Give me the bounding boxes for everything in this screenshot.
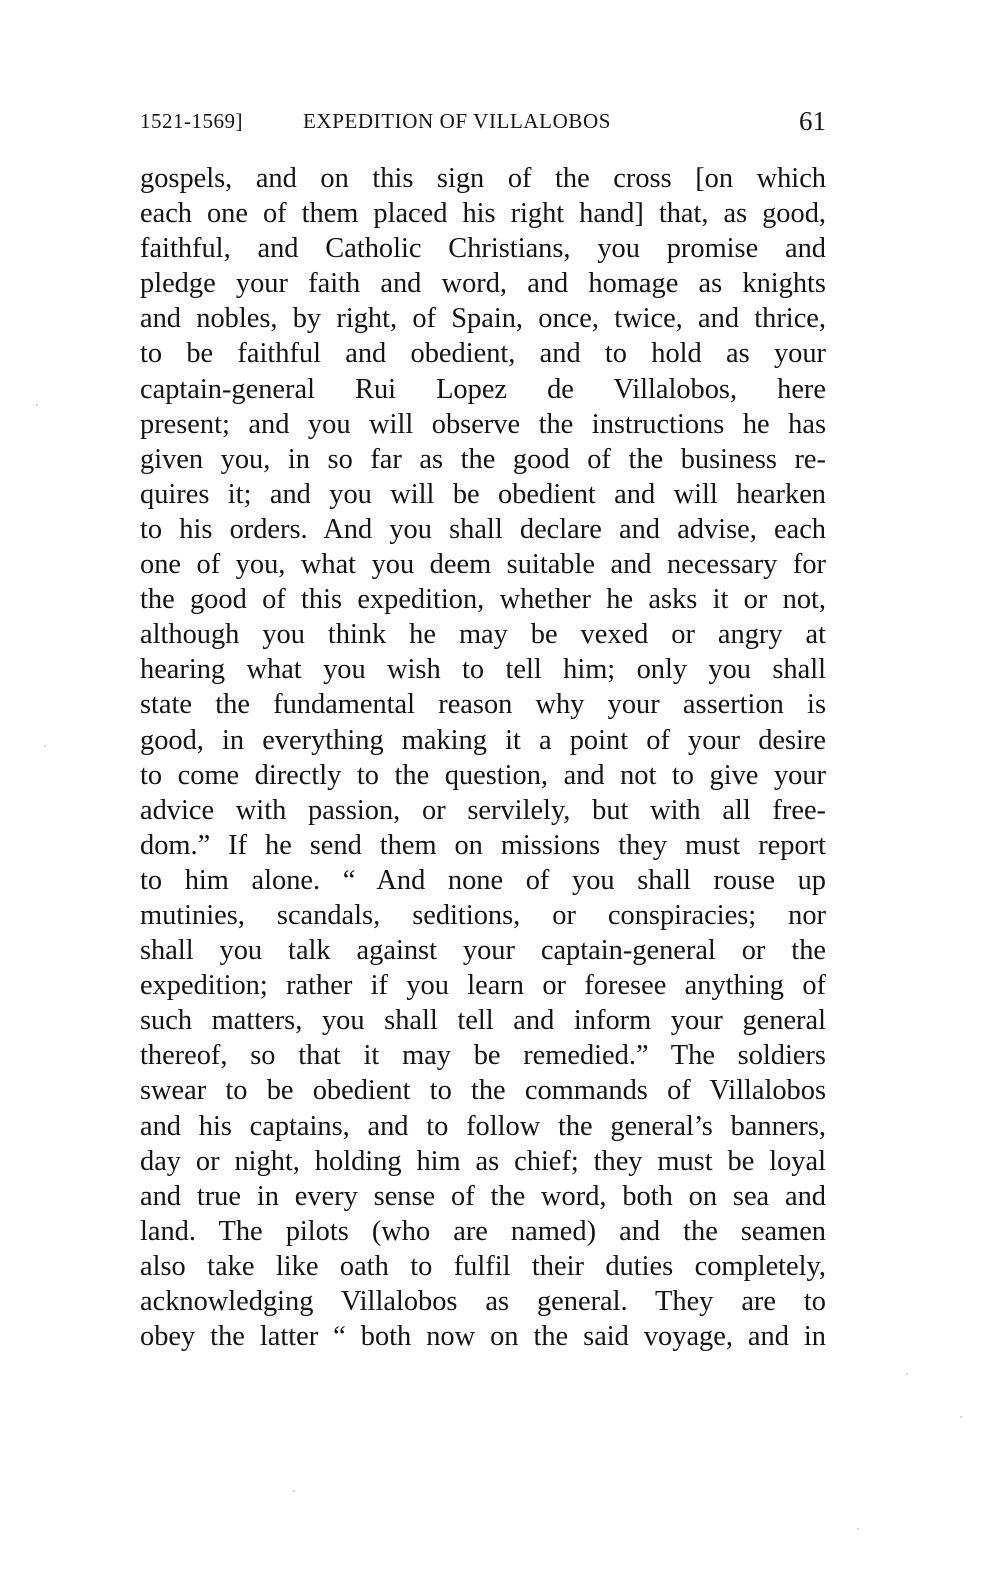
- text-line: to be faithful and obedient, and to hold as your: [140, 338, 826, 370]
- text-line: quires it; and you will be obedient and will hearken: [140, 478, 826, 510]
- text-line: to come directly to the question, and not to give your: [140, 759, 826, 791]
- text-line: shall you talk against your captain-general or the: [140, 935, 826, 967]
- paper-speck: [36, 404, 38, 406]
- text-line: good, in everything making it a point of your desire: [140, 724, 826, 756]
- running-head-date-range: 1521-1569]: [140, 109, 243, 133]
- text-line: captain-general Rui Lopez de Villalobos, here: [140, 373, 826, 405]
- text-line: present; and you will observe the instructions he has: [140, 408, 826, 440]
- text-line: and nobles, by right, of Spain, once, twice, and thrice,: [140, 303, 826, 335]
- paper-speck: [906, 1373, 908, 1375]
- paper-speck: [857, 1528, 859, 1530]
- text-line: state the fundamental reason why your assertion is: [140, 689, 826, 721]
- paper-speck: [44, 745, 46, 747]
- page-number: 61: [799, 106, 826, 136]
- text-line: expedition; rather if you learn or foresee anything of: [140, 970, 826, 1002]
- text-line: given you, in so far as the good of the business re-: [140, 443, 826, 475]
- text-line: each one of them placed his right hand] that, as good,: [140, 198, 826, 230]
- text-line: to his orders. And you shall declare and advise, each: [140, 513, 826, 545]
- text-line: the good of this expedition, whether he asks it or not,: [140, 584, 826, 616]
- text-line: day or night, holding him as chief; they must be loyal: [140, 1145, 826, 1177]
- text-line: acknowledging Villalobos as general. They are to: [140, 1286, 826, 1317]
- text-line: advice with passion, or servilely, but with all free-: [140, 794, 826, 826]
- text-line: swear to be obedient to the commands of Villalobos: [140, 1075, 826, 1107]
- running-head: [140, 104, 826, 138]
- text-line: dom.” If he send them on missions they must report: [140, 829, 826, 861]
- text-line: faithful, and Catholic Christians, you promise and: [140, 233, 826, 265]
- text-line: and his captains, and to follow the general’s banners,: [140, 1110, 826, 1142]
- text-line: thereof, so that it may be remedied.” The soldiers: [140, 1040, 826, 1072]
- text-line: also take like oath to fulfil their duties completely,: [140, 1250, 826, 1282]
- text-line: such matters, you shall tell and inform your general: [140, 1005, 826, 1037]
- text-line: to him alone. “ And none of you shall rouse up: [140, 864, 826, 896]
- text-line: obey the latter “ both now on the said voyage, and in: [140, 1321, 826, 1353]
- text-line: and true in every sense of the word, both on sea and: [140, 1180, 826, 1212]
- text-line: mutinies, scandals, seditions, or conspiracies; nor: [140, 899, 826, 931]
- running-head-title: EXPEDITION OF VILLALOBOS: [303, 109, 611, 133]
- paper-speck: [293, 1490, 295, 1492]
- text-line: gospels, and on this sign of the cross [on which: [140, 163, 826, 194]
- text-line: land. The pilots (who are named) and the seamen: [140, 1215, 826, 1247]
- text-line: one of you, what you deem suitable and necessary for: [140, 549, 826, 581]
- paper-speck: [960, 1416, 962, 1418]
- text-line: pledge your faith and word, and homage as knights: [140, 268, 826, 300]
- text-line: although you think he may be vexed or angry at: [140, 619, 826, 651]
- text-line: hearing what you wish to tell him; only you shall: [140, 654, 826, 686]
- body-text: [140, 161, 826, 1354]
